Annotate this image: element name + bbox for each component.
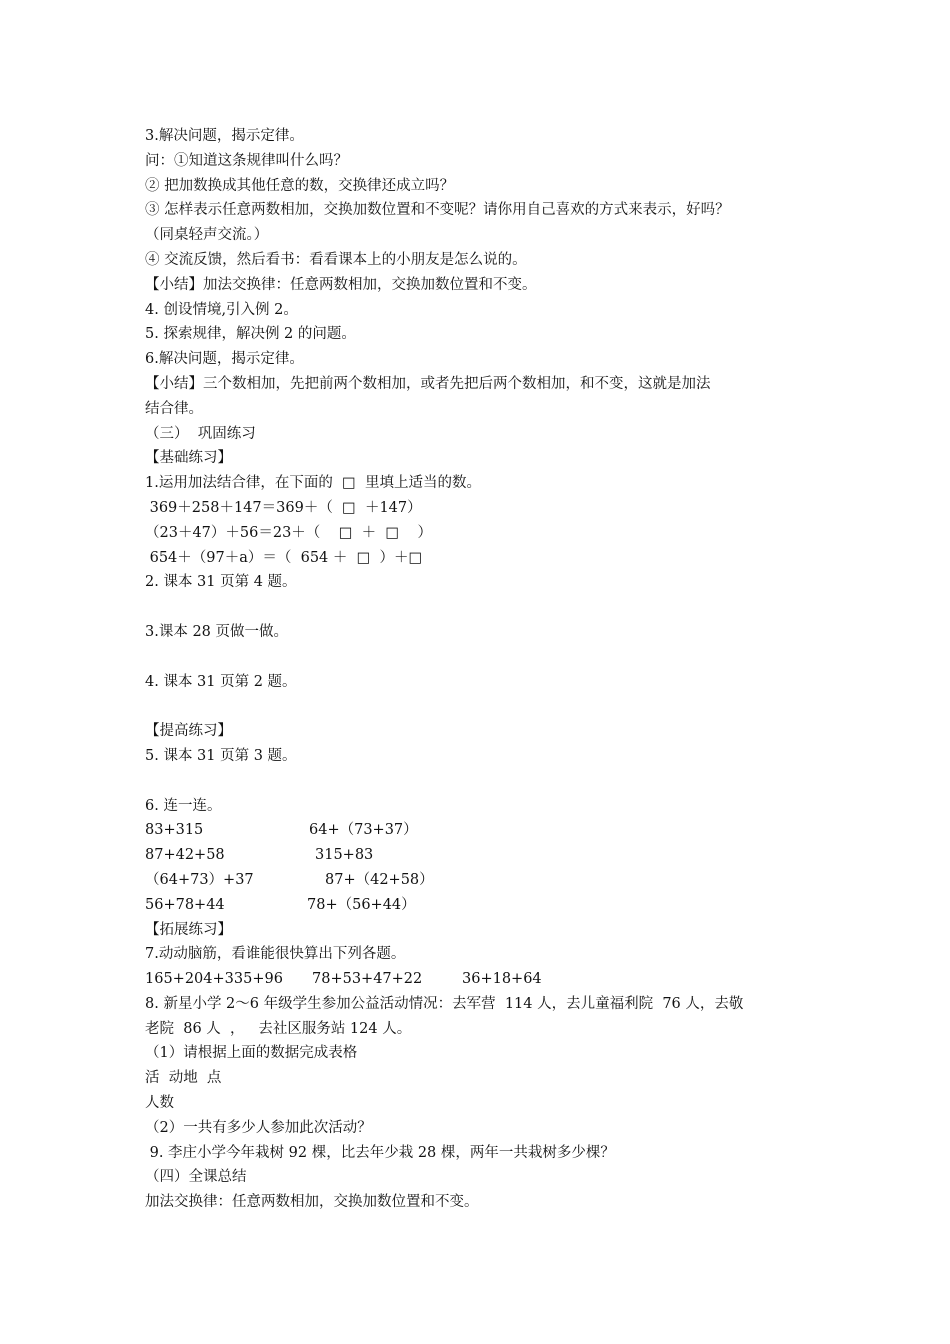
matching-row: [145, 893, 815, 918]
exercise-line: 9. 李庄小学今年栽树 92 棵，比去年少栽 28 棵，两年一共栽树多少棵？: [145, 1144, 615, 1161]
matching-right: 78+（56+44）: [307, 896, 416, 913]
calc-item: 78+53+47+22: [312, 971, 423, 988]
text-line: ② 把加数换成其他任意的数，交换律还成立吗？: [145, 177, 455, 194]
equation-line: 369＋258＋147＝369＋（ □ ＋147）: [145, 499, 422, 516]
table-label: 活 动地 点: [145, 1070, 222, 1087]
matching-row: [145, 843, 815, 868]
matching-right: 87+（42+58）: [325, 871, 434, 888]
subsection-heading: 【提高练习】: [145, 723, 232, 740]
matching-left: 83+315: [145, 822, 204, 839]
matching-right: 315+83: [315, 847, 374, 864]
equation-line: （23＋47）＋56＝23＋（ □ ＋ □ ）: [145, 524, 433, 541]
subsection-heading: 【基础练习】: [145, 450, 232, 467]
exercise-line: （1）请根据上面的数据完成表格: [145, 1045, 358, 1062]
exercise-line: 7.动动脑筋，看谁能很快算出下列各题。: [145, 946, 406, 963]
exercise-line: 6. 连一连。: [145, 797, 222, 814]
table-label: 人数: [145, 1095, 174, 1112]
summary-line: 加法交换律：任意两数相加，交换加数位置和不变。: [145, 1194, 479, 1211]
text-line: （同桌轻声交流。）: [145, 227, 269, 244]
summary-line: 【小结】三个数相加，先把前两个数相加，或者先把后两个数相加，和不变，这就是加法: [145, 375, 711, 392]
exercise-line: （2）一共有多少人参加此次活动？: [145, 1119, 372, 1136]
text-line: 5. 探索规律，解决例 2 的问题。: [145, 326, 356, 343]
text-line: 3.解决问题，揭示定律。: [145, 128, 304, 144]
calc-item: 36+18+64: [462, 971, 542, 988]
matching-right: 64+（73+37）: [309, 822, 418, 839]
document-body: [145, 124, 815, 1215]
matching-row: [145, 818, 815, 843]
matching-row: [145, 868, 815, 893]
text-line: 6.解决问题，揭示定律。: [145, 351, 304, 368]
exercise-line: 4. 课本 31 页第 2 题。: [145, 673, 297, 690]
matching-left: 56+78+44: [145, 896, 225, 913]
summary-line: 【小结】加法交换律：任意两数相加，交换加数位置和不变。: [145, 276, 537, 293]
section-heading: （三） 巩固练习: [145, 425, 256, 442]
text-line: ④ 交流反馈，然后看书：看看课本上的小朋友是怎么说的。: [145, 251, 527, 268]
matching-left: （64+73）+37: [145, 871, 254, 888]
exercise-line: 3.课本 28 页做一做。: [145, 623, 289, 640]
section-heading: （四）全课总结: [145, 1169, 247, 1186]
summary-line-cont: 结合律。: [145, 400, 203, 417]
calc-item: 165+204+335+96: [145, 971, 283, 988]
exercise-line-cont: 老院 86 人 ， 去社区服务站 124 人。: [145, 1020, 412, 1037]
exercise-line: 8. 新星小学 2～6 年级学生参加公益活动情况：去军营 114 人，去儿童福利院 76 人，去敬: [145, 995, 744, 1012]
exercise-line: 1.运用加法结合律，在下面的 □ 里填上适当的数。: [145, 475, 481, 492]
text-line: ③ 怎样表示任意两数相加，交换加数位置和不变呢？请你用自己喜欢的方式来表示，好吗？: [145, 202, 730, 219]
matching-left: 87+42+58: [145, 847, 225, 864]
equation-line: 654＋（97＋a）＝（ 654 ＋ □ ）＋□: [145, 549, 423, 566]
quick-calc-row: [145, 967, 815, 992]
text-line: 问：①知道这条规律叫什么吗？: [145, 152, 348, 169]
subsection-heading: 【拓展练习】: [145, 921, 232, 938]
exercise-line: 5. 课本 31 页第 3 题。: [145, 747, 297, 764]
text-line: 4. 创设情境,引入例 2。: [145, 301, 298, 318]
exercise-line: 2. 课本 31 页第 4 题。: [145, 574, 297, 591]
